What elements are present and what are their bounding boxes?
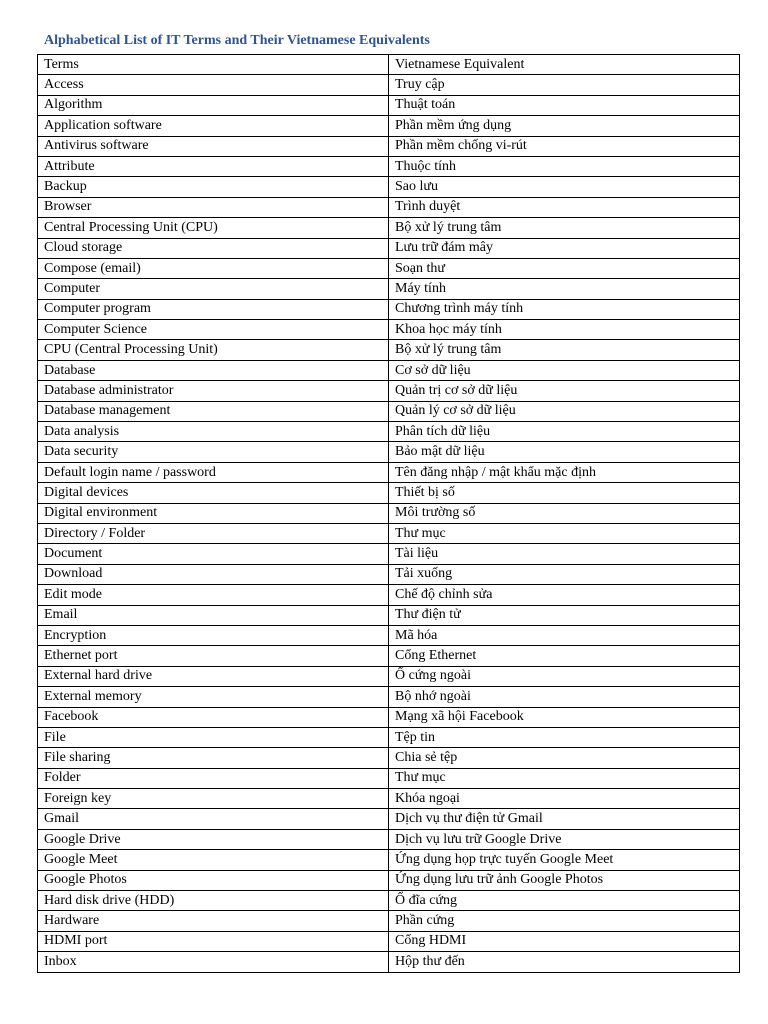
table-row — [38, 299, 740, 319]
term-cell: Compose (email) — [38, 258, 389, 278]
table-row — [38, 564, 740, 584]
vietnamese-cell: Quản lý cơ sở dữ liệu — [389, 401, 740, 421]
table-row — [38, 768, 740, 788]
vietnamese-cell: Tệp tin — [389, 727, 740, 747]
term-cell: Digital environment — [38, 503, 389, 523]
term-cell: Antivirus software — [38, 136, 389, 156]
table-row — [38, 870, 740, 890]
table-row — [38, 931, 740, 951]
table-row — [38, 605, 740, 625]
vietnamese-cell: Cơ sở dữ liệu — [389, 360, 740, 380]
term-cell: Google Meet — [38, 850, 389, 870]
table-row — [38, 625, 740, 645]
table-row — [38, 95, 740, 115]
table-row — [38, 911, 740, 931]
table-row — [38, 687, 740, 707]
table-row — [38, 952, 740, 972]
table-row — [38, 727, 740, 747]
vietnamese-cell: Chương trình máy tính — [389, 299, 740, 319]
table-row — [38, 197, 740, 217]
table-row — [38, 523, 740, 543]
table-row — [38, 666, 740, 686]
table-row — [38, 320, 740, 340]
vietnamese-cell: Lưu trữ đám mây — [389, 238, 740, 258]
table-row — [38, 422, 740, 442]
term-cell: File — [38, 727, 389, 747]
table-row — [38, 401, 740, 421]
term-cell: CPU (Central Processing Unit) — [38, 340, 389, 360]
vietnamese-cell: Bộ xử lý trung tâm — [389, 340, 740, 360]
term-cell: Database administrator — [38, 381, 389, 401]
table-row — [38, 360, 740, 380]
term-cell: Default login name / password — [38, 462, 389, 482]
vietnamese-cell: Tên đăng nhập / mật khẩu mặc định — [389, 462, 740, 482]
vietnamese-cell: Sao lưu — [389, 177, 740, 197]
term-cell: Directory / Folder — [38, 523, 389, 543]
table-row — [38, 503, 740, 523]
table-row — [38, 462, 740, 482]
term-cell: Attribute — [38, 156, 389, 176]
table-row — [38, 381, 740, 401]
header-terms: Terms — [38, 55, 389, 75]
table-row — [38, 340, 740, 360]
vietnamese-cell: Thiết bị số — [389, 483, 740, 503]
term-cell: Document — [38, 544, 389, 564]
glossary-table — [37, 54, 740, 973]
table-row — [38, 136, 740, 156]
term-cell: Browser — [38, 197, 389, 217]
vietnamese-cell: Dịch vụ lưu trữ Google Drive — [389, 829, 740, 849]
vietnamese-cell: Quản trị cơ sở dữ liệu — [389, 381, 740, 401]
vietnamese-cell: Thư mục — [389, 523, 740, 543]
term-cell: External hard drive — [38, 666, 389, 686]
table-row — [38, 116, 740, 136]
table-row — [38, 748, 740, 768]
vietnamese-cell: Bộ xử lý trung tâm — [389, 218, 740, 238]
vietnamese-cell: Ổ đĩa cứng — [389, 891, 740, 911]
table-row — [38, 544, 740, 564]
table-row — [38, 218, 740, 238]
vietnamese-cell: Thư mục — [389, 768, 740, 788]
table-row — [38, 483, 740, 503]
header-vietnamese-equivalent: Vietnamese Equivalent — [389, 55, 740, 75]
vietnamese-cell: Truy cập — [389, 75, 740, 95]
term-cell: External memory — [38, 687, 389, 707]
term-cell: Google Photos — [38, 870, 389, 890]
table-row — [38, 646, 740, 666]
term-cell: Algorithm — [38, 95, 389, 115]
table-row — [38, 809, 740, 829]
term-cell: File sharing — [38, 748, 389, 768]
term-cell: Email — [38, 605, 389, 625]
vietnamese-cell: Phân tích dữ liệu — [389, 422, 740, 442]
glossary-table-body — [38, 55, 740, 973]
table-row — [38, 789, 740, 809]
table-row — [38, 177, 740, 197]
term-cell: Access — [38, 75, 389, 95]
term-cell: Hard disk drive (HDD) — [38, 891, 389, 911]
table-row — [38, 585, 740, 605]
vietnamese-cell: Cổng HDMI — [389, 931, 740, 951]
term-cell: Application software — [38, 116, 389, 136]
term-cell: Computer program — [38, 299, 389, 319]
table-row — [38, 75, 740, 95]
vietnamese-cell: Dịch vụ thư điện tử Gmail — [389, 809, 740, 829]
vietnamese-cell: Bảo mật dữ liệu — [389, 442, 740, 462]
table-row — [38, 258, 740, 278]
term-cell: Inbox — [38, 952, 389, 972]
vietnamese-cell: Mã hóa — [389, 625, 740, 645]
term-cell: Hardware — [38, 911, 389, 931]
term-cell: Data analysis — [38, 422, 389, 442]
table-row — [38, 156, 740, 176]
vietnamese-cell: Trình duyệt — [389, 197, 740, 217]
vietnamese-cell: Soạn thư — [389, 258, 740, 278]
term-cell: Computer — [38, 279, 389, 299]
vietnamese-cell: Tải xuống — [389, 564, 740, 584]
vietnamese-cell: Chia sẻ tệp — [389, 748, 740, 768]
term-cell: Gmail — [38, 809, 389, 829]
table-header-row — [38, 55, 740, 75]
term-cell: Cloud storage — [38, 238, 389, 258]
vietnamese-cell: Ứng dụng lưu trữ ảnh Google Photos — [389, 870, 740, 890]
vietnamese-cell: Thư điện tử — [389, 605, 740, 625]
table-row — [38, 829, 740, 849]
vietnamese-cell: Hộp thư đến — [389, 952, 740, 972]
page-title: Alphabetical List of IT Terms and Their Vietnamese Equivalents — [44, 33, 430, 48]
vietnamese-cell: Phần mềm chống vi-rút — [389, 136, 740, 156]
vietnamese-cell: Cổng Ethernet — [389, 646, 740, 666]
table-row — [38, 442, 740, 462]
term-cell: Backup — [38, 177, 389, 197]
term-cell: Database management — [38, 401, 389, 421]
vietnamese-cell: Bộ nhớ ngoài — [389, 687, 740, 707]
vietnamese-cell: Khóa ngoại — [389, 789, 740, 809]
term-cell: Folder — [38, 768, 389, 788]
vietnamese-cell: Thuật toán — [389, 95, 740, 115]
vietnamese-cell: Máy tính — [389, 279, 740, 299]
vietnamese-cell: Ổ cứng ngoài — [389, 666, 740, 686]
vietnamese-cell: Phần cứng — [389, 911, 740, 931]
term-cell: Encryption — [38, 625, 389, 645]
term-cell: Edit mode — [38, 585, 389, 605]
vietnamese-cell: Thuộc tính — [389, 156, 740, 176]
vietnamese-cell: Tài liệu — [389, 544, 740, 564]
term-cell: Google Drive — [38, 829, 389, 849]
table-row — [38, 891, 740, 911]
vietnamese-cell: Khoa học máy tính — [389, 320, 740, 340]
vietnamese-cell: Mạng xã hội Facebook — [389, 707, 740, 727]
vietnamese-cell: Môi trường số — [389, 503, 740, 523]
term-cell: Computer Science — [38, 320, 389, 340]
term-cell: Ethernet port — [38, 646, 389, 666]
table-row — [38, 707, 740, 727]
vietnamese-cell: Phần mềm ứng dụng — [389, 116, 740, 136]
term-cell: Database — [38, 360, 389, 380]
table-row — [38, 238, 740, 258]
term-cell: Facebook — [38, 707, 389, 727]
table-row — [38, 850, 740, 870]
term-cell: Foreign key — [38, 789, 389, 809]
term-cell: Data security — [38, 442, 389, 462]
vietnamese-cell: Ứng dụng họp trực tuyến Google Meet — [389, 850, 740, 870]
term-cell: Download — [38, 564, 389, 584]
term-cell: HDMI port — [38, 931, 389, 951]
vietnamese-cell: Chế độ chỉnh sửa — [389, 585, 740, 605]
term-cell: Digital devices — [38, 483, 389, 503]
table-row — [38, 279, 740, 299]
term-cell: Central Processing Unit (CPU) — [38, 218, 389, 238]
